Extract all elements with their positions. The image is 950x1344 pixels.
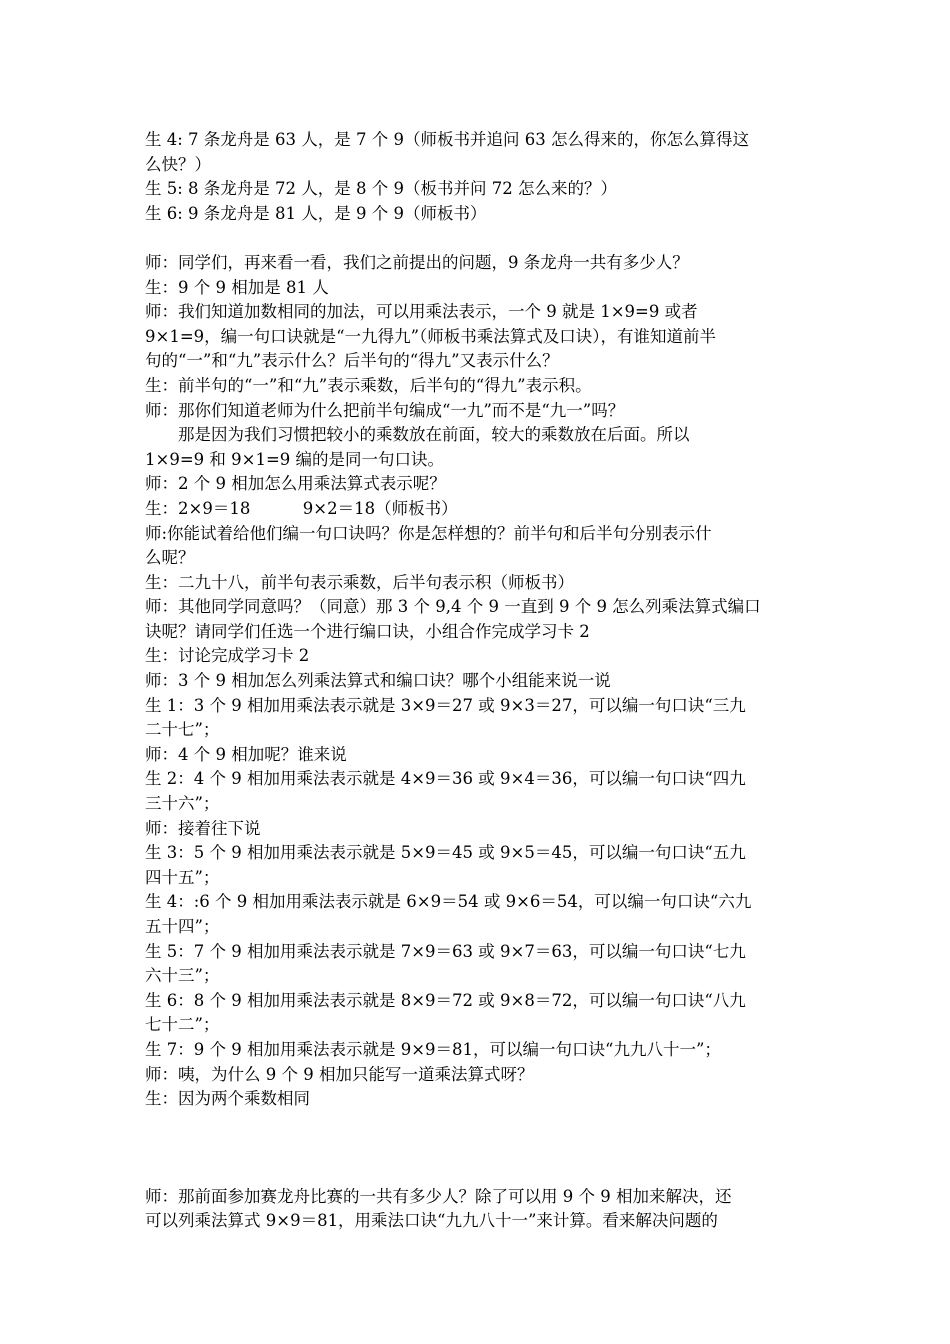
text-line: 句的“一”和“九”表示什么？后半句的“得九”又表示什么？: [145, 351, 559, 371]
text-line: 生 4：:6 个 9 相加用乘法表示就是 6×9＝54 或 9×6＝54，可以编一句口诀“六九: [145, 892, 752, 912]
text-line: 生 5: 8 条龙舟是 72 人，是 8 个 9（板书并问 72 怎么来的？）: [145, 179, 617, 199]
text-line: 么快？）: [145, 154, 211, 174]
text-line: 1×9=9 和 9×1=9 编的是同一句口诀。: [145, 449, 445, 469]
text-line: 五十四”；: [145, 917, 220, 936]
text-line: 师：那前面参加赛龙舟比赛的一共有多少人？除了可以用 9 个 9 相加来解决，还: [145, 1186, 732, 1206]
text-line: 师：同学们，再来看一看，我们之前提出的问题，9 条龙舟一共有多少人？: [145, 252, 689, 272]
text-line: 师：2 个 9 相加怎么用乘法算式表示呢？: [145, 474, 446, 494]
text-line: 师：那你们知道老师为什么把前半句编成“一九”而不是“九一”吗？: [145, 400, 625, 420]
text-line: 生 6: 9 条龙舟是 81 人，是 9 个 9（师板书）: [145, 203, 487, 223]
text-line: 生 5：7 个 9 相加用乘法表示就是 7×9＝63 或 9×7＝63，可以编一句口诀“七九: [145, 941, 746, 961]
text-line: 七十二”；: [145, 1015, 220, 1035]
text-line: 生 4: 7 条龙舟是 63 人，是 7 个 9（师板书并追问 63 怎么得来的，你怎么算得这: [145, 130, 749, 149]
text-line: 师：接着往下说: [145, 818, 261, 838]
document-body: [145, 128, 815, 1234]
text-line: 生：二九十八，前半句表示乘数，后半句表示积（师板书）: [145, 572, 574, 592]
text-line: 二十七”；: [145, 720, 220, 740]
text-line: 师:你能试着给他们编一句口诀吗？你是怎样想的？前半句和后半句分别表示什: [145, 523, 712, 543]
text-line: 三十六”；: [145, 794, 220, 814]
text-line: 生：前半句的“一”和“九”表示乘数，后半句的“得九”表示积。: [145, 375, 592, 395]
text-line: 生：2×9＝18 9×2＝18（师板书）: [145, 498, 458, 518]
text-line: 师：3 个 9 相加怎么列乘法算式和编口诀？哪个小组能来说一说: [145, 671, 611, 691]
text-line: 生 6：8 个 9 相加用乘法表示就是 8×9＝72 或 9×8＝72，可以编一句口诀“八九: [145, 990, 746, 1010]
text-line: 生：9 个 9 相加是 81 人: [145, 277, 329, 297]
text-line: 师：4 个 9 相加呢？谁来说: [145, 744, 347, 764]
text-line: 师：我们知道加数相同的加法，可以用乘法表示，一个 9 就是 1×9=9 或者: [145, 302, 698, 322]
text-line: 师：咦，为什么 9 个 9 相加只能写一道乘法算式呀？: [145, 1064, 534, 1084]
text-line: 生：因为两个乘数相同: [145, 1089, 310, 1109]
text-line: 生 3：5 个 9 相加用乘法表示就是 5×9＝45 或 9×5＝45，可以编一句口诀“五九: [145, 843, 746, 863]
text-line: 四十五”；: [145, 867, 220, 887]
paragraph-gap: [145, 1112, 815, 1185]
text-line-indented: 那是因为我们习惯把较小的乘数放在前面，较大的乘数放在后面。所以: [178, 425, 690, 445]
paragraph-gap: [145, 226, 815, 251]
text-line: 生 1：3 个 9 相加用乘法表示就是 3×9＝27 或 9×3＝27，可以编一句口诀“三九: [145, 695, 746, 715]
text-line: 么呢？: [145, 548, 195, 568]
text-line: 生 2：4 个 9 相加用乘法表示就是 4×9＝36 或 9×4＝36，可以编一句口诀“四九: [145, 769, 746, 789]
text-line: 可以列乘法算式 9×9＝81，用乘法口诀“九九八十一”来计算。看来解决问题的: [145, 1211, 718, 1231]
text-line: 师：其他同学同意吗？（同意）那 3 个 9,4 个 9 一直到 9 个 9 怎么列乘法算式编口: [145, 597, 761, 617]
text-line: 生 7：9 个 9 相加用乘法表示就是 9×9＝81，可以编一句口诀“九九八十一”；: [145, 1039, 721, 1059]
text-line: 诀呢？请同学们任选一个进行编口诀，小组合作完成学习卡 2: [145, 621, 590, 641]
text-line: 六十三”；: [145, 966, 220, 986]
text-line: 生：讨论完成学习卡 2: [145, 646, 310, 666]
text-line: 9×1=9，编一句口诀就是“一九得九”（师板书乘法算式及口诀），有谁知道前半: [145, 326, 717, 346]
